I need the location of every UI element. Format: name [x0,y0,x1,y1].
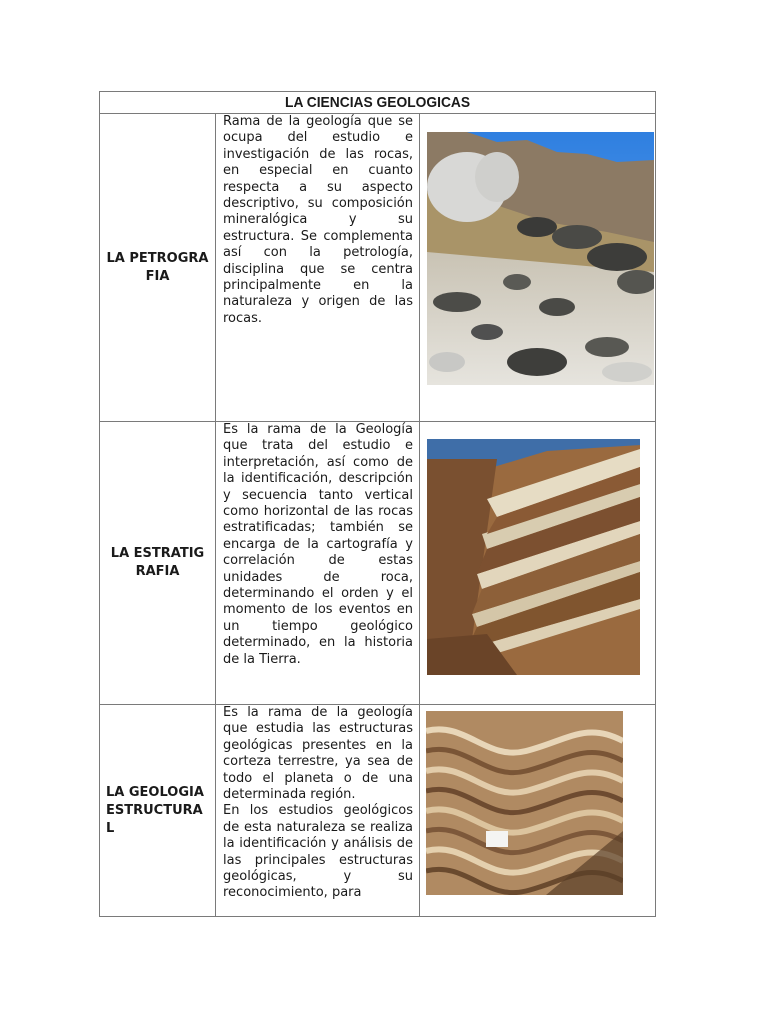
description-paragraph: En los estudios geológicos de esta naturaleza se realiza la identificación y análisis de las principales estructuras geológicas, y su reconocimiento, para [223,803,413,901]
row-name-petrografia: LA PETROGRAFIA [100,114,216,422]
description-paragraph: Rama de la geología que se ocupa del estudio e investigación de las rocas, en especial en cuanto respecta a su aspecto descriptivo, su composición mineralógica y su estructura. Se complementa así con la petrología, disciplina que se centra principalmente en la naturaleza y origen de las rocas. [223,114,413,326]
rock-strata-photo [427,439,640,675]
description-paragraph: Es la rama de la Geología que trata del estudio e interpretación, así como de la identificación, descripción y secuencia tanto vertical como horizontal de las rocas estratificadas; también se encarga de la cartografía y correlación de estas unidades de roca, determinando el orden y el momento de los eventos en un tiempo geológico determinado, en la historia de la Tierra. [223,422,413,667]
row-name-estratigrafia: LA ESTRATIGRAFIA [100,422,216,705]
row-description-estratigrafia [216,422,420,705]
row-image-cell-estratigrafia [420,422,656,705]
row-name-geologia-estructural: LA GEOLOGIA ESTRUCTURAL [100,705,216,917]
description-paragraph: Es la rama de la geología que estudia las estructuras geológicas presentes en la corteza terrestre, ya sea de todo el planeta o de una determinada región. [223,705,413,803]
table-title [100,92,656,114]
folded-rock-photo [426,711,623,895]
row-description-geologia-estructural [216,705,420,917]
row-description-petrografia [216,114,420,422]
row-image-cell-petrografia [420,114,656,422]
table-title-text: LA CIENCIAS GEOLOGICAS [284,94,471,111]
rocky-outcrop-photo [427,132,654,385]
geology-table [99,91,656,917]
row-image-cell-geologia-estructural [420,705,656,917]
